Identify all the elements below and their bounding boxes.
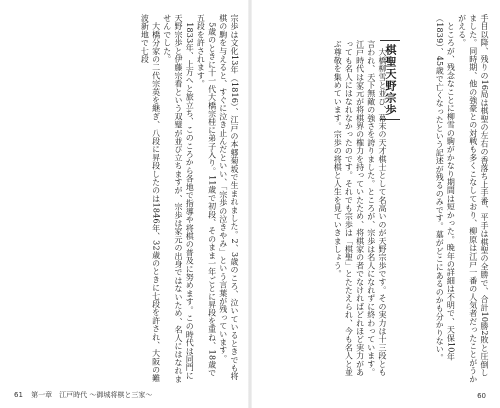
right-page-body-top: 手目以降、残りの16局は棋聖の左右の香落ち上手番、平手は棋聖の全勝で、合計10勝2敗と圧倒しました。同時期、他の強豪との対戦も多くこなしており、柳原は江戸一番の人気者だったことがうかがえる。 ところが、残念なことに柳雪の駒がかなり期間は短かった。晩年の詳細は不明で、天保10年（1839）、45歳で亡くなったという記述が残るのみです。墓がどこにあるのかも分かりない。 <box>435 14 489 383</box>
left-page-footer <box>14 390 152 400</box>
right-page <box>250 0 500 408</box>
left-page-number: 61 <box>14 391 23 399</box>
right-page-number: 60 <box>477 392 486 400</box>
left-page-body: 宗歩は文化13年（1816）、江戸の本郷菊坂で生まれました。2、3歳のころ、泣いているときでも将棋の駒を与えると、すぐに泣き止んだといい、「宗歩の泣きやみ」という言葉が残っています。 5歳のときに十一代大橋宗桂に弟子入り。11歳で初段、そのまま一年ごとに昇段を重ね、18歳で五段を許されます。 1833年、上方へと旅立ち、このころから各地で指導や将棋の普及に努めます。この時代は同門に天野宗歩と伊藤宗看という双璧が並び立ちますが、宗歩は家元の出身ではないため、名人にはなれませんでした。 大橋分家の二代宗英を継ぎ、八段に昇段したのは1846年、32歳のときに七段を許され、大阪の難波新地で七段 <box>140 14 239 383</box>
section-heading: 棋聖天野宗歩 <box>380 40 400 120</box>
running-title: 第一章 江戸時代 ～御城将棋と三家～ <box>31 391 153 399</box>
right-page-body-main: 大橋柳雪と並び、幕末の天才棋士として名高いのが天野宗歩です。その実力は十三段とも言われ、天下無敵の強さを誇りました。ところが、宗歩は名人になれずに終わっています。江戸時代は家元が将棋界の権力を持っていたため、将棋家の者でなければどれほど実力があっても名人にはなれなかったのです。それでも宗歩は「棋聖」とたたえられ、今も名人と並ぶ尊敬を集めています。宗歩の将棋と人生を見ていきましょう。 <box>333 40 387 377</box>
